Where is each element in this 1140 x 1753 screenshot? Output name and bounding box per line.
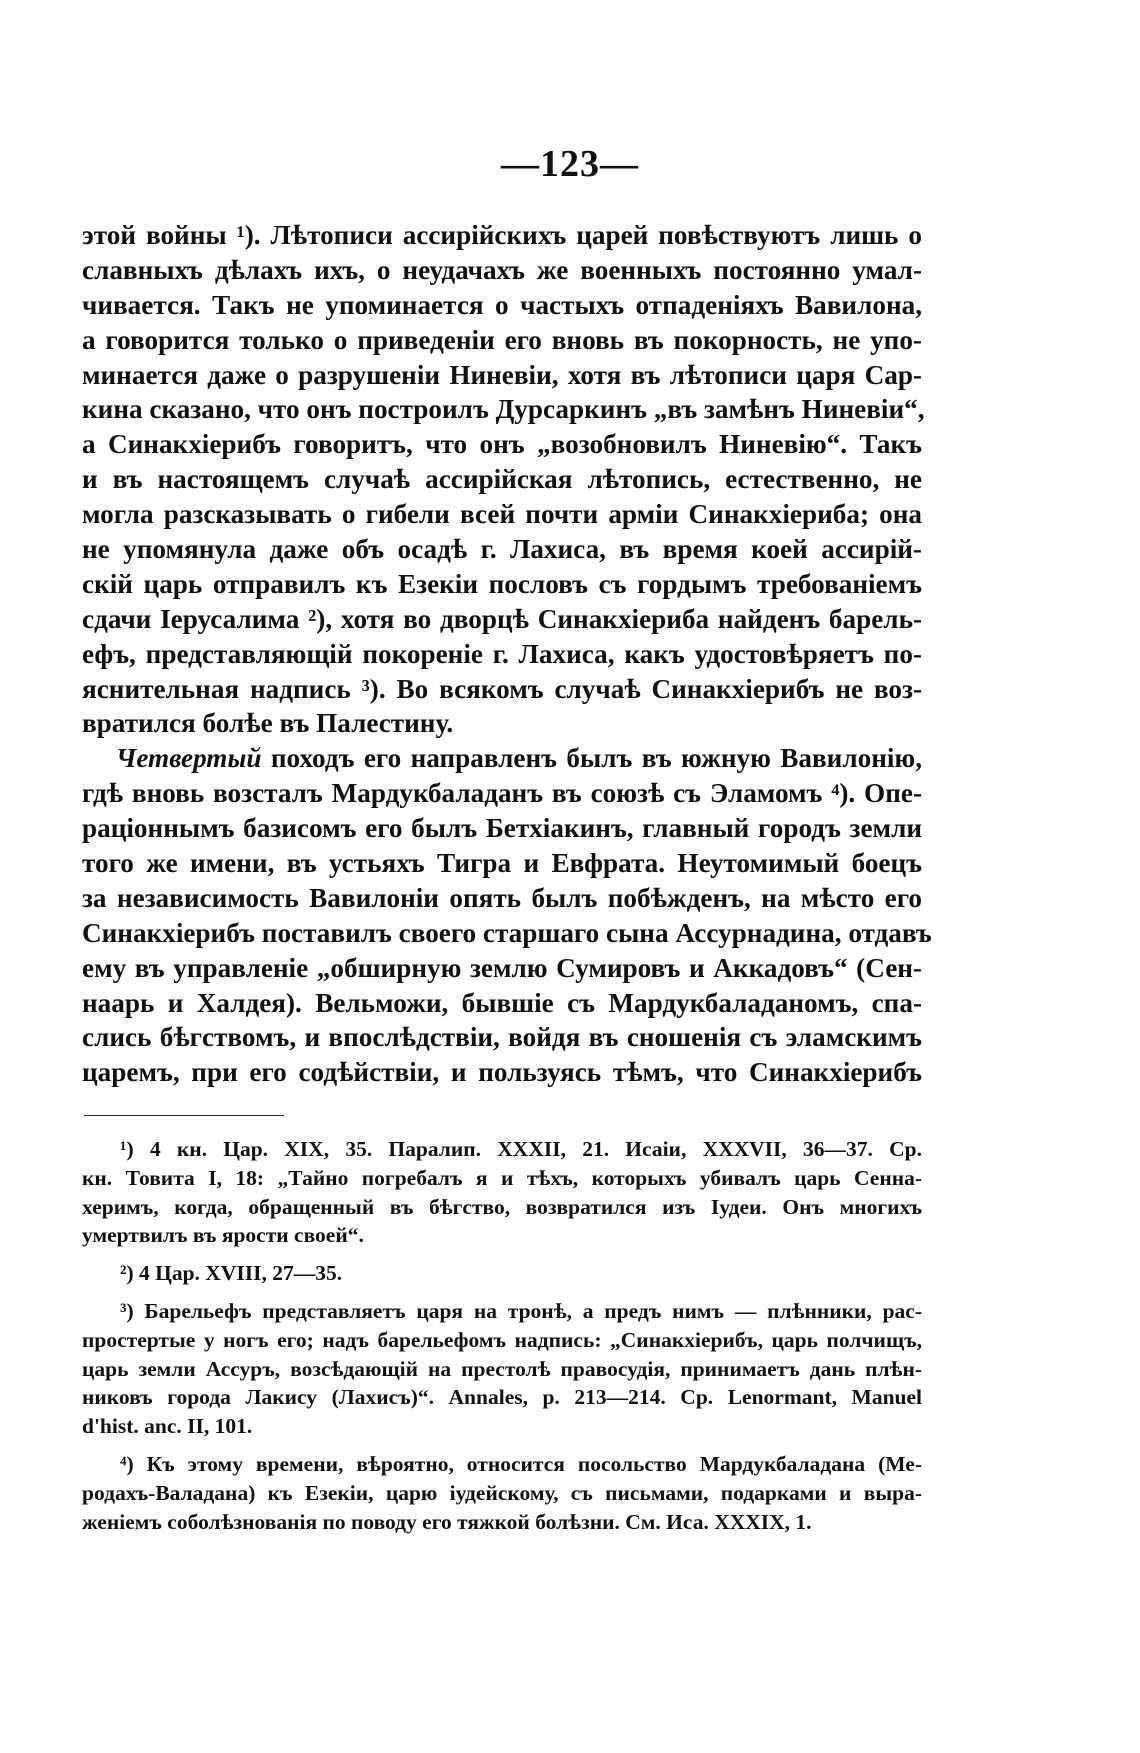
footnote-line: женіемъ соболѣзнованія по поводу его тяжкой болѣзни. См. Иса. XXXIX, 1. (82, 1509, 812, 1534)
footnote-line: простертые у ногъ его; надъ барельефомъ надпись: „Синакхіерибъ, царь полчищъ, (82, 1327, 922, 1352)
footnote-divider (84, 1115, 284, 1116)
page-number: —123— (501, 143, 639, 185)
footnote-2 (82, 1259, 922, 1288)
text-line: могла разсказывать о гибели всей почти арміи Синакхіериба; она (82, 499, 922, 530)
paragraph-2 (82, 776, 932, 1090)
text-line: скій царь отправилъ къ Езекіи пословъ съ гордымъ требованіемъ (82, 568, 922, 599)
footnote-gap (82, 1288, 922, 1297)
footnote-line: родахъ-Валадана) къ Езекіи, царю іудейскому, съ письмами, подарками и выра- (82, 1480, 922, 1505)
footnote-line: никовъ города Лакису (Лахисъ)“. Annales, p. 213—214. Ср. Lenormant, Manuel (82, 1385, 922, 1410)
paragraph-2-first-line (82, 741, 922, 776)
footnote-gap (82, 1250, 922, 1259)
footnote-line: ²) 4 Цар. XVIII, 27—35. (120, 1261, 343, 1286)
text-line: кина сказано, что онъ построилъ Дурсаркинъ „въ замѣнъ Ниневіи“, (82, 394, 925, 425)
footnote-line: ³) Барельефъ представляетъ царя на тронѣ, а предъ нимъ — плѣнники, рас- (120, 1298, 922, 1323)
text-line: минается даже о разрушеніи Ниневіи, хотя въ лѣтописи царя Сар- (82, 359, 922, 390)
text-line: за независимость Вавилоніи опять былъ побѣжденъ, на мѣсто его (82, 882, 922, 913)
footnote-1 (82, 1135, 922, 1250)
main-text (82, 218, 932, 1090)
text-line: царемъ, при его содѣйствіи, и пользуясь тѣмъ, что Синакхіерибъ (82, 1057, 922, 1088)
footnote-line: херимъ, когда, обращенный въ бѣгство, возвратился изъ Іудеи. Онъ многихъ (82, 1194, 922, 1219)
footnote-gap (82, 1441, 922, 1450)
paragraph-1 (82, 218, 925, 741)
text-line: сдачи Іерусалима ²), хотя во дворцѣ Синакхіериба найденъ барель- (82, 603, 922, 634)
text-line: а Синакхіерибъ говоритъ, что онъ „возобновилъ Ниневію“. Такъ (82, 429, 922, 460)
text-line: чивается. Такъ не упоминается о частыхъ отпаденіяхъ Вавилона, (82, 289, 922, 320)
text-line: слись бѣгствомъ, и впослѣдствіи, войдя въ сношенія съ эламскимъ (82, 1022, 922, 1053)
footnote-line: умертвилъ въ ярости своей“. (82, 1223, 364, 1248)
text-line: славныхъ дѣлахъ ихъ, о неудачахъ же военныхъ постоянно умал- (82, 254, 922, 285)
text-line: вратился болѣе въ Палестину. (82, 708, 454, 739)
text-line: не упомянула даже объ осадѣ г. Лахиса, въ время коей ассирій- (82, 534, 922, 565)
text-line: этой войны ¹). Лѣтописи ассирійскихъ царей повѣствуютъ лишь о (82, 220, 922, 250)
text-line: яснительная надпись ³). Во всякомъ случаѣ Синакхіерибъ не воз- (82, 673, 922, 704)
text-line: ему въ управленіе „обширную землю Сумировъ и Аккадовъ“ (Сен- (82, 952, 922, 983)
footnote-line: ⁴) Къ этому времени, вѣроятно, относится посольство Мардукбаладана (Ме- (120, 1451, 922, 1476)
text-line: ефъ, представляющій покореніе г. Лахиса, какъ удостовѣряетъ по- (82, 638, 922, 669)
first-line-rest: походъ его направленъ былъ въ южную Вавилонію, (261, 743, 922, 774)
footnote-line: кн. Товита I, 18: „Тайно погребалъ я и тѣхъ, которыхъ убивалъ царь Сенна- (82, 1165, 922, 1190)
text-line: Синакхіерибъ поставилъ своего старшаго сына Ассурнадина, отдавъ (82, 917, 932, 948)
footnote-3 (82, 1297, 922, 1441)
text-line: а говорится только о приведеніи его вновь въ покорность, не упо- (82, 324, 922, 355)
italic-lead-word: Четвертый (116, 743, 262, 774)
footnotes (82, 1135, 922, 1536)
text-line: и въ настоящемъ случаѣ ассирійская лѣтопись, естественно, не (82, 464, 922, 495)
text-line: гдѣ вновь возсталъ Мардукбаладанъ въ союзѣ съ Эламомъ ⁴). Опе- (82, 778, 922, 809)
footnote-line: d'hist. anc. II, 101. (82, 1414, 253, 1439)
footnote-line: ¹) 4 кн. Цар. XIX, 35. Паралип. XXXII, 21. Исаіи, XXXVII, 36—37. Ср. (120, 1137, 922, 1161)
text-line: раціоннымъ базисомъ его былъ Бетхіакинъ, главный городъ земли (82, 813, 922, 844)
text-line: того же имени, въ устьяхъ Тигра и Евфрата. Неутомимый боецъ (82, 848, 922, 879)
text-line: наарь и Халдея). Вельможи, бывшіе съ Мардукбаладаномъ, спа- (82, 987, 922, 1018)
footnote-line: царь земли Ассуръ, возсѣдающій на престолѣ правосудія, принимаетъ дань плѣн- (82, 1356, 922, 1381)
footnote-4 (82, 1450, 922, 1536)
